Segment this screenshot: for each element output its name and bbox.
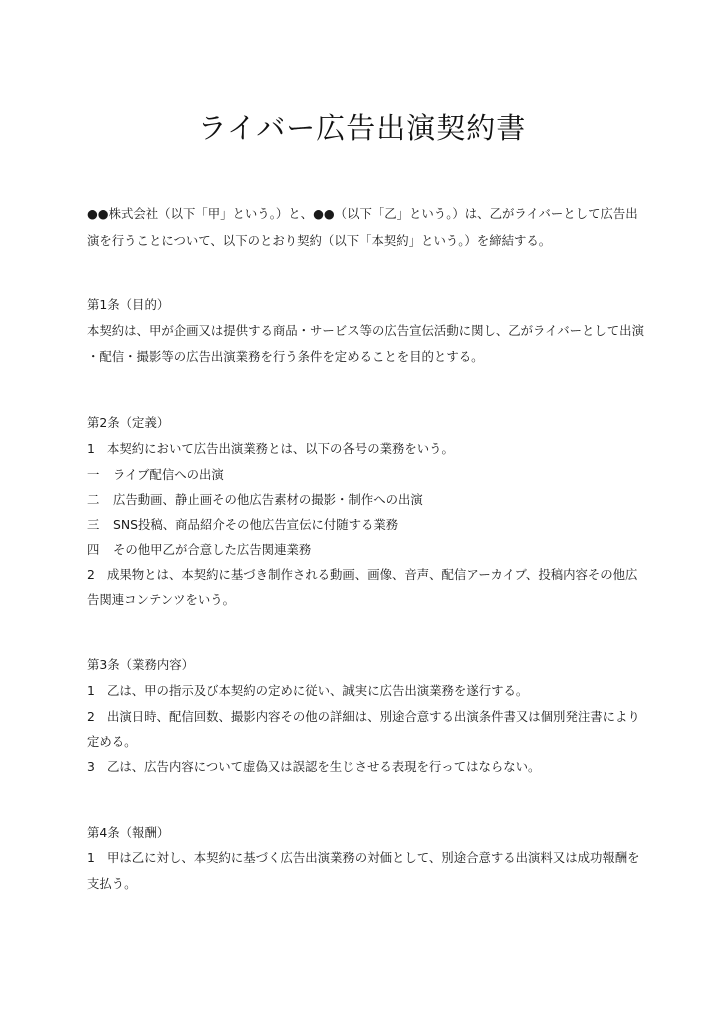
item-number: 二 bbox=[87, 492, 100, 507]
item-number: 三 bbox=[87, 517, 100, 532]
article-1-line-1: 本契約は、甲が企画又は提供する商品・サービス等の広告宣伝活動に関し、乙がライバーとして出演 bbox=[87, 323, 644, 338]
article-3-clause-3 bbox=[87, 758, 647, 776]
preamble-line-2: 演を行うことについて、以下のとおり契約（以下「本契約」という。）を締結する。 bbox=[87, 233, 552, 248]
article-4-clause-1 bbox=[87, 849, 647, 867]
article-4-heading: 第4条（報酬） bbox=[87, 825, 170, 840]
article-1-heading: 第1条（目的） bbox=[87, 297, 170, 312]
clause-number: 1 bbox=[87, 850, 95, 865]
article-3-clause-2 bbox=[87, 708, 647, 726]
clause-text: 乙は、広告内容について虚偽又は誤認を生じさせる表現を行ってはならない。 bbox=[107, 759, 541, 774]
clause-number: 2 bbox=[87, 567, 95, 582]
article-2-item-2 bbox=[87, 491, 647, 509]
clause-text: 出演日時、配信回数、撮影内容その他の詳細は、別途合意する出演条件書又は個別発注書により bbox=[107, 709, 640, 724]
item-text: ライブ配信への出演 bbox=[113, 467, 224, 482]
clause-text: 乙は、甲の指示及び本契約の定めに従い、誠実に広告出演業務を遂行する。 bbox=[107, 683, 529, 698]
item-text: その他甲乙が合意した広告関連業務 bbox=[113, 542, 312, 557]
article-1-line-2: ・配信・撮影等の広告出演業務を行う条件を定めることを目的とする。 bbox=[87, 349, 484, 364]
clause-text: 成果物とは、本契約に基づき制作される動画、画像、音声、配信アーカイブ、投稿内容その他広 bbox=[107, 567, 638, 582]
clause-text: 甲は乙に対し、本契約に基づく広告出演業務の対価として、別途合意する出演料又は成功報酬を bbox=[107, 850, 640, 865]
clause-number: 3 bbox=[87, 759, 95, 774]
article-2-heading: 第2条（定義） bbox=[87, 415, 170, 430]
clause-number: 1 bbox=[87, 441, 95, 456]
item-number: 四 bbox=[87, 542, 100, 557]
item-number: 一 bbox=[87, 467, 100, 482]
article-2-item-4 bbox=[87, 541, 647, 559]
article-3-clause-2-cont: 定める。 bbox=[87, 734, 137, 749]
article-3-heading: 第3条（業務内容） bbox=[87, 657, 195, 672]
clause-number: 1 bbox=[87, 683, 95, 698]
item-text: SNS投稿、商品紹介その他広告宣伝に付随する業務 bbox=[113, 517, 399, 532]
article-2-clause-2-cont: 告関連コンテンツをいう。 bbox=[87, 592, 236, 607]
clause-number: 2 bbox=[87, 709, 95, 724]
article-3-clause-1 bbox=[87, 682, 647, 700]
article-2-clause-1 bbox=[87, 440, 647, 458]
item-text: 広告動画、静止画その他広告素材の撮影・制作への出演 bbox=[113, 492, 423, 507]
article-2-item-1 bbox=[87, 466, 647, 484]
clause-text: 本契約において広告出演業務とは、以下の各号の業務をいう。 bbox=[107, 441, 454, 456]
preamble-line-1: ●●株式会社（以下「甲」という。）と、●●（以下「乙」という。）は、乙がライバーとして広告出 bbox=[87, 206, 638, 221]
article-2-clause-2 bbox=[87, 566, 647, 584]
article-2-item-3 bbox=[87, 516, 647, 534]
document-title: ライバー広告出演契約書 bbox=[197, 111, 527, 145]
article-4-clause-1-cont: 支払う。 bbox=[87, 876, 137, 891]
